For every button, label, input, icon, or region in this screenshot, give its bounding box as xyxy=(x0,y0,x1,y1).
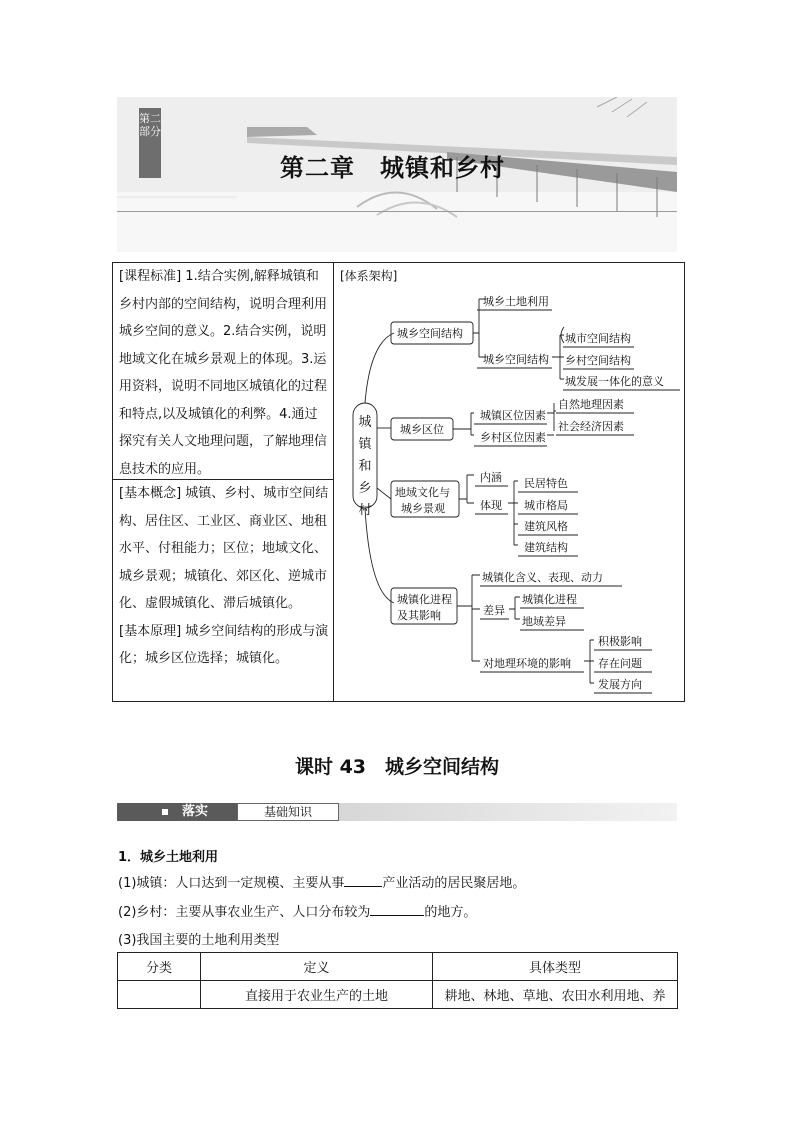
paragraph-land-types: (3)我国主要的土地利用类型 xyxy=(118,933,280,948)
fill-blank xyxy=(344,874,382,887)
concepts-label: [基本概念] xyxy=(119,486,182,501)
paragraph-town-a: (1)城镇：人口达到一定规模、主要从事 xyxy=(118,876,345,891)
basic-concepts-cell xyxy=(113,480,333,673)
leaf-direction: 发展方向 xyxy=(598,678,642,691)
root-char-1: 城 xyxy=(358,415,372,430)
node-spatial-structure: 城乡空间结构 xyxy=(483,353,549,366)
branch-culture-b: 城乡景观 xyxy=(401,502,445,515)
banner-divider xyxy=(117,211,677,212)
leaf-arch-structure: 建筑结构 xyxy=(524,541,568,554)
node-land-use: 城乡土地利用 xyxy=(483,295,549,308)
system-framework-label: [体系架构] xyxy=(340,269,398,283)
table-header: 分类 xyxy=(118,953,201,981)
branch-location: 城乡区位 xyxy=(400,423,444,436)
leaf-problems: 存在问题 xyxy=(598,657,642,670)
system-framework-panel xyxy=(334,263,684,701)
root-char-3: 和 xyxy=(358,459,372,474)
leaf-city-structure: 城市空间结构 xyxy=(565,332,631,345)
chapter-title: 第二章 城镇和乡村 xyxy=(280,154,505,182)
principles-text: 城乡空间结构的形成与演化；城乡区位选择；城镇化。 xyxy=(119,623,329,666)
table-row xyxy=(118,981,678,1009)
paragraph-town-b: 产业活动的居民聚居地。 xyxy=(382,876,526,891)
root-char-2: 镇 xyxy=(358,437,372,452)
table-header: 定义 xyxy=(201,953,433,981)
fill-blank xyxy=(370,903,424,916)
node-manifestation: 体现 xyxy=(480,499,502,512)
curriculum-standard-cell xyxy=(113,263,333,480)
curriculum-label: [课程标准] xyxy=(119,269,182,284)
branch-urbanization-a: 城镇化进程 xyxy=(397,593,452,606)
table-cell: 直接用于农业生产的土地 xyxy=(201,981,433,1009)
table-header-row xyxy=(118,953,678,981)
paragraph-village-b: 的地方。 xyxy=(424,905,477,920)
leaf-integration-meaning: 城发展一体化的意义 xyxy=(565,375,664,388)
land-use-table xyxy=(117,952,678,1009)
lesson-title xyxy=(0,752,794,779)
node-village-location: 乡村区位因素 xyxy=(480,431,546,444)
section-sublabel: 基础知识 xyxy=(237,803,339,821)
node-env-impact: 对地理环境的影响 xyxy=(483,657,571,670)
lesson-title-text: 课时 43 城乡空间结构 xyxy=(294,756,500,778)
section-bar xyxy=(117,803,677,821)
curriculum-text-column xyxy=(113,263,334,701)
table-header: 具体类型 xyxy=(433,953,678,981)
table-cell: 耕地、林地、草地、农田水利用地、养 xyxy=(433,981,678,1009)
concept-mindmap xyxy=(334,263,684,701)
concepts-text: 城镇、乡村、城市空间结构、居住区、工业区、商业区、地租水平、付租能力；区位；地域文化、城乡景观；城镇化、郊区化、逆城市化、虚假城镇化、滞后城镇化。 xyxy=(119,486,329,611)
node-connotation: 内涵 xyxy=(480,471,502,484)
leaf-city-pattern: 城市格局 xyxy=(524,499,568,512)
root-char-5: 村 xyxy=(358,503,372,518)
branch-culture-a: 地域文化与 xyxy=(395,486,450,499)
root-char-4: 乡 xyxy=(358,481,372,496)
leaf-arch-style: 建筑风格 xyxy=(524,520,568,533)
node-urbanization-meaning: 城镇化含义、表现、动力 xyxy=(482,571,603,584)
paragraph-village xyxy=(118,901,476,920)
leaf-village-structure: 乡村空间结构 xyxy=(565,354,631,367)
curriculum-text: 1.结合实例,解释城镇和乡村内部的空间结构，说明合理利用城乡空间的意义。2.结合实例，说明地域文化在城乡景观上的体现。3.运用资料，说明不同地区城镇化的过程和特点,以及城镇化的利弊。4.通过探究有关人文地理问题，了解地理信息技术的应用。 xyxy=(119,269,328,477)
leaf-dwelling: 民居特色 xyxy=(524,477,568,490)
node-town-location: 城镇区位因素 xyxy=(480,409,546,422)
branch-urban-rural-structure: 城乡空间结构 xyxy=(397,327,463,340)
leaf-regional-difference: 地域差异 xyxy=(522,615,566,628)
leaf-socioeconomic-factors: 社会经济因素 xyxy=(558,420,624,433)
node-difference: 差异 xyxy=(483,604,505,617)
leaf-urbanization-process: 城镇化进程 xyxy=(522,593,577,606)
curriculum-overview-box xyxy=(112,262,685,702)
table-cell xyxy=(118,981,201,1009)
section-label: 落实 xyxy=(182,804,209,819)
section-heading: 1．城乡土地利用 xyxy=(118,850,219,865)
square-bullet-icon xyxy=(162,809,168,815)
part-tag: 第二部分 xyxy=(139,108,161,178)
principles-label: [基本原理] xyxy=(119,623,182,639)
branch-urbanization-b: 及其影响 xyxy=(397,609,441,622)
paragraph-town xyxy=(118,872,525,891)
paragraph-village-a: (2)乡村：主要从事农业生产、人口分布较为 xyxy=(118,905,371,920)
leaf-positive-impact: 积极影响 xyxy=(598,635,642,648)
leaf-natural-factors: 自然地理因素 xyxy=(558,398,624,411)
